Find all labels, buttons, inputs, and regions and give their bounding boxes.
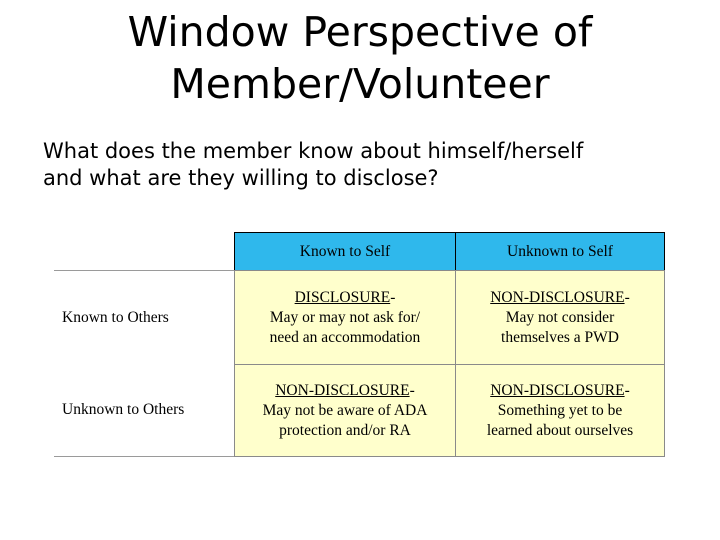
cell-heading-line [275,381,415,401]
cell-heading: NON-DISCLOSURE [490,381,625,399]
cell-text-line: need an accommodation [269,328,421,346]
cell-heading: NON-DISCLOSURE [490,288,625,306]
cell-text-line: learned about ourselves [486,421,634,439]
cell-text-line: May not be aware of ADA [262,401,428,419]
cell-text-line: protection and/or RA [279,421,411,439]
slide-question-line-2: and what are they willing to disclose? [43,166,439,190]
row-header-unknown-to-others: Unknown to Others [54,364,234,456]
cell-text-line: themselves a PWD [501,328,619,346]
cell-non-disclosure-unknown-both [455,364,665,457]
col-header-known-to-self: Known to Self [234,232,456,271]
slide-question [43,138,703,192]
cell-dash: - [409,381,415,399]
cell-non-disclosure-unknown-self [455,270,665,365]
slide-question-line-1: What does the member know about himself/herself [43,139,584,163]
cell-heading: NON-DISCLOSURE [275,381,410,399]
slide-title-line-1: Window Perspective of [127,8,593,56]
cell-text-line: May or may not ask for/ [269,308,421,326]
cell-text-line: Something yet to be [497,401,623,419]
cell-disclosure [234,270,456,365]
col-header-unknown-to-self: Unknown to Self [455,232,665,271]
cell-dash: - [624,288,630,306]
cell-heading: DISCLOSURE [294,288,391,306]
cell-non-disclosure-known-self [234,364,456,457]
cell-text-line: May not consider [505,308,615,326]
cell-heading-line [295,288,396,308]
slide-title [0,6,720,110]
cell-heading-line [490,381,630,401]
row-header-known-to-others: Known to Others [54,271,234,364]
cell-dash: - [390,288,396,306]
cell-dash: - [624,381,630,399]
cell-heading-line [490,288,630,308]
slide-title-line-2: Member/Volunteer [170,60,550,108]
